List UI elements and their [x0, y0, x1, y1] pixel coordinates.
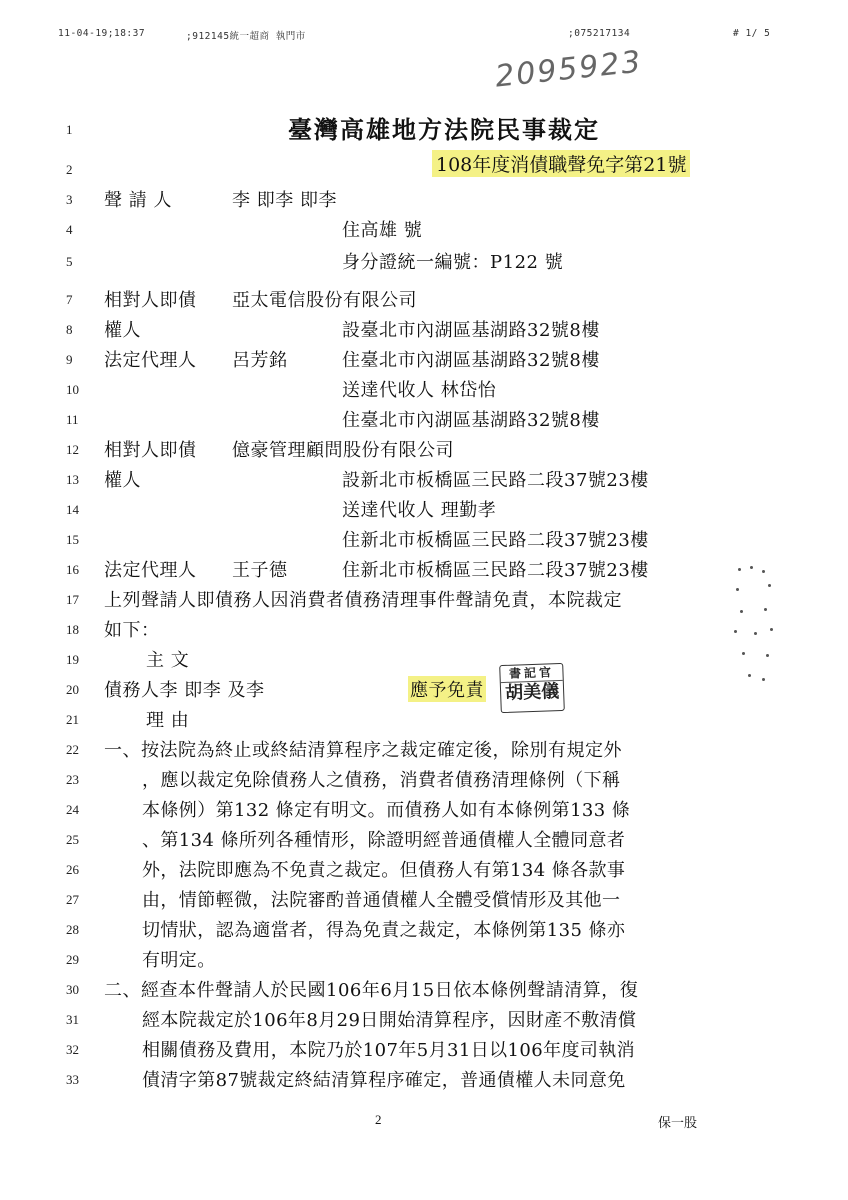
- applicant-address: 住高雄 號: [342, 220, 423, 241]
- line-number: 24: [66, 802, 79, 817]
- fax-datetime: 11-04-19;18:37: [58, 28, 146, 39]
- reason-line: 二、經查本件聲請人於民國106年6月15日依本條例聲請清算，復: [104, 980, 639, 1001]
- case-number: 108年度消債職聲免字第21號: [432, 150, 690, 177]
- preamble-line-1: 上列聲請人即債務人因消費者債務清理事件聲請免責，本院裁定: [104, 590, 622, 611]
- document-title: 臺灣高雄地方法院民事裁定: [288, 115, 600, 144]
- perforation-marks: [728, 560, 788, 690]
- line-number: 8: [66, 322, 73, 337]
- reason-line: 、第134 條所列各種情形，除證明經普通債權人全體同意者: [142, 830, 626, 851]
- line-number: 21: [66, 712, 79, 727]
- applicant-label: 聲 請 人: [104, 190, 172, 211]
- line-number: 9: [66, 352, 73, 367]
- line-number: 23: [66, 772, 79, 787]
- preamble-line-2: 如下：: [104, 620, 160, 641]
- fax-sender: ;912145統一超商 執門市: [186, 31, 306, 42]
- clerk-stamp: [499, 663, 565, 713]
- handwritten-number: 2095923: [493, 44, 645, 95]
- party1-agent: 送達代收人 林岱怡: [342, 380, 497, 401]
- line-number: 31: [66, 1012, 79, 1027]
- reason-line: 有明定。: [142, 950, 216, 971]
- reason-line: 外，法院即應為不免責之裁定。但債務人有第134 條各款事: [142, 860, 626, 881]
- party1-rep-label: 法定代理人: [104, 350, 197, 371]
- party2-address: 設新北市板橋區三民路二段37號23樓: [342, 470, 649, 491]
- party2-label-a: 相對人即債: [104, 440, 197, 461]
- page-number: 2: [375, 1112, 382, 1127]
- party1-name: 亞太電信股份有限公司: [232, 290, 417, 311]
- applicant-name: 李 即李 即李: [232, 190, 337, 211]
- line-number: 25: [66, 832, 79, 847]
- line-number: 17: [66, 592, 79, 607]
- party1-agent-address: 住臺北市內湖區基湖路32號8樓: [342, 410, 600, 431]
- reason-heading: 理 由: [146, 710, 190, 731]
- stamp-title: 書記官: [500, 664, 563, 683]
- party2-rep-name: 王子德: [232, 560, 288, 581]
- party1-label-a: 相對人即債: [104, 290, 197, 311]
- reason-line: 本條例）第132 條定有明文。而債務人如有本條例第133 條: [142, 800, 631, 821]
- line-number: 27: [66, 892, 79, 907]
- fax-phone: ;075217134: [568, 28, 631, 39]
- line-number: 28: [66, 922, 79, 937]
- line-number: 2: [66, 162, 73, 177]
- party2-rep-address: 住新北市板橋區三民路二段37號23樓: [342, 560, 649, 581]
- section-label: 保一股: [658, 1116, 698, 1131]
- reason-line: 切情狀，認為適當者，得為免責之裁定，本條例第135 條亦: [142, 920, 626, 941]
- party2-agent-address: 住新北市板橋區三民路二段37號23樓: [342, 530, 649, 551]
- line-number: 26: [66, 862, 79, 877]
- party1-address: 設臺北市內湖區基湖路32號8樓: [342, 320, 600, 341]
- applicant-id: 身分證統一編號：P122 號: [342, 252, 564, 273]
- party1-rep-name: 呂芳銘: [232, 350, 288, 371]
- line-number: 32: [66, 1042, 79, 1057]
- stamp-name: 胡美儀: [504, 681, 560, 704]
- line-number: 13: [66, 472, 79, 487]
- line-number: 22: [66, 742, 79, 757]
- party2-label-b: 權人: [104, 470, 141, 491]
- line-number: 29: [66, 952, 79, 967]
- reason-line: 由，情節輕微，法院審酌普通債權人全體受償情形及其他一: [142, 890, 621, 911]
- party1-label-b: 權人: [104, 320, 141, 341]
- fax-page: # 1/ 5: [733, 28, 771, 39]
- line-number: 20: [66, 682, 79, 697]
- line-number: 16: [66, 562, 79, 577]
- fax-header: [58, 28, 808, 42]
- line-number: 12: [66, 442, 79, 457]
- line-number: 7: [66, 292, 73, 307]
- reason-line: ，應以裁定免除債務人之債務，消費者債務清理條例（下稱: [142, 770, 621, 791]
- line-number: 5: [66, 254, 73, 269]
- line-number: 33: [66, 1072, 79, 1087]
- line-number: 19: [66, 652, 79, 667]
- party2-agent: 送達代收人 理勤孝: [342, 500, 497, 521]
- party2-name: 億豪管理顧問股份有限公司: [232, 440, 454, 461]
- line-number: 4: [66, 222, 73, 237]
- line-number: 11: [66, 412, 79, 427]
- main-heading: 主 文: [146, 650, 190, 671]
- line-number: 10: [66, 382, 79, 397]
- main-text-debtors: 債務人李 即李 及李: [104, 680, 265, 701]
- line-number: 14: [66, 502, 79, 517]
- reason-line: 相關債務及費用，本院乃於107年5月31日以106年度司執消: [142, 1040, 636, 1061]
- reason-line: 一、按法院為終止或終結清算程序之裁定確定後，除別有規定外: [104, 740, 622, 761]
- party2-rep-label: 法定代理人: [104, 560, 197, 581]
- line-number: 18: [66, 622, 79, 637]
- line-number: 15: [66, 532, 79, 547]
- line-number: 1: [66, 122, 73, 137]
- line-number: 30: [66, 982, 79, 997]
- main-text-ruling: 應予免責: [408, 676, 486, 702]
- reason-line: 經本院裁定於106年8月29日開始清算程序，因財產不敷清償: [142, 1010, 637, 1031]
- reason-line: 債清字第87號裁定終結清算程序確定，普通債權人未同意免: [142, 1070, 626, 1091]
- party1-rep-address: 住臺北市內湖區基湖路32號8樓: [342, 350, 600, 371]
- line-number: 3: [66, 192, 73, 207]
